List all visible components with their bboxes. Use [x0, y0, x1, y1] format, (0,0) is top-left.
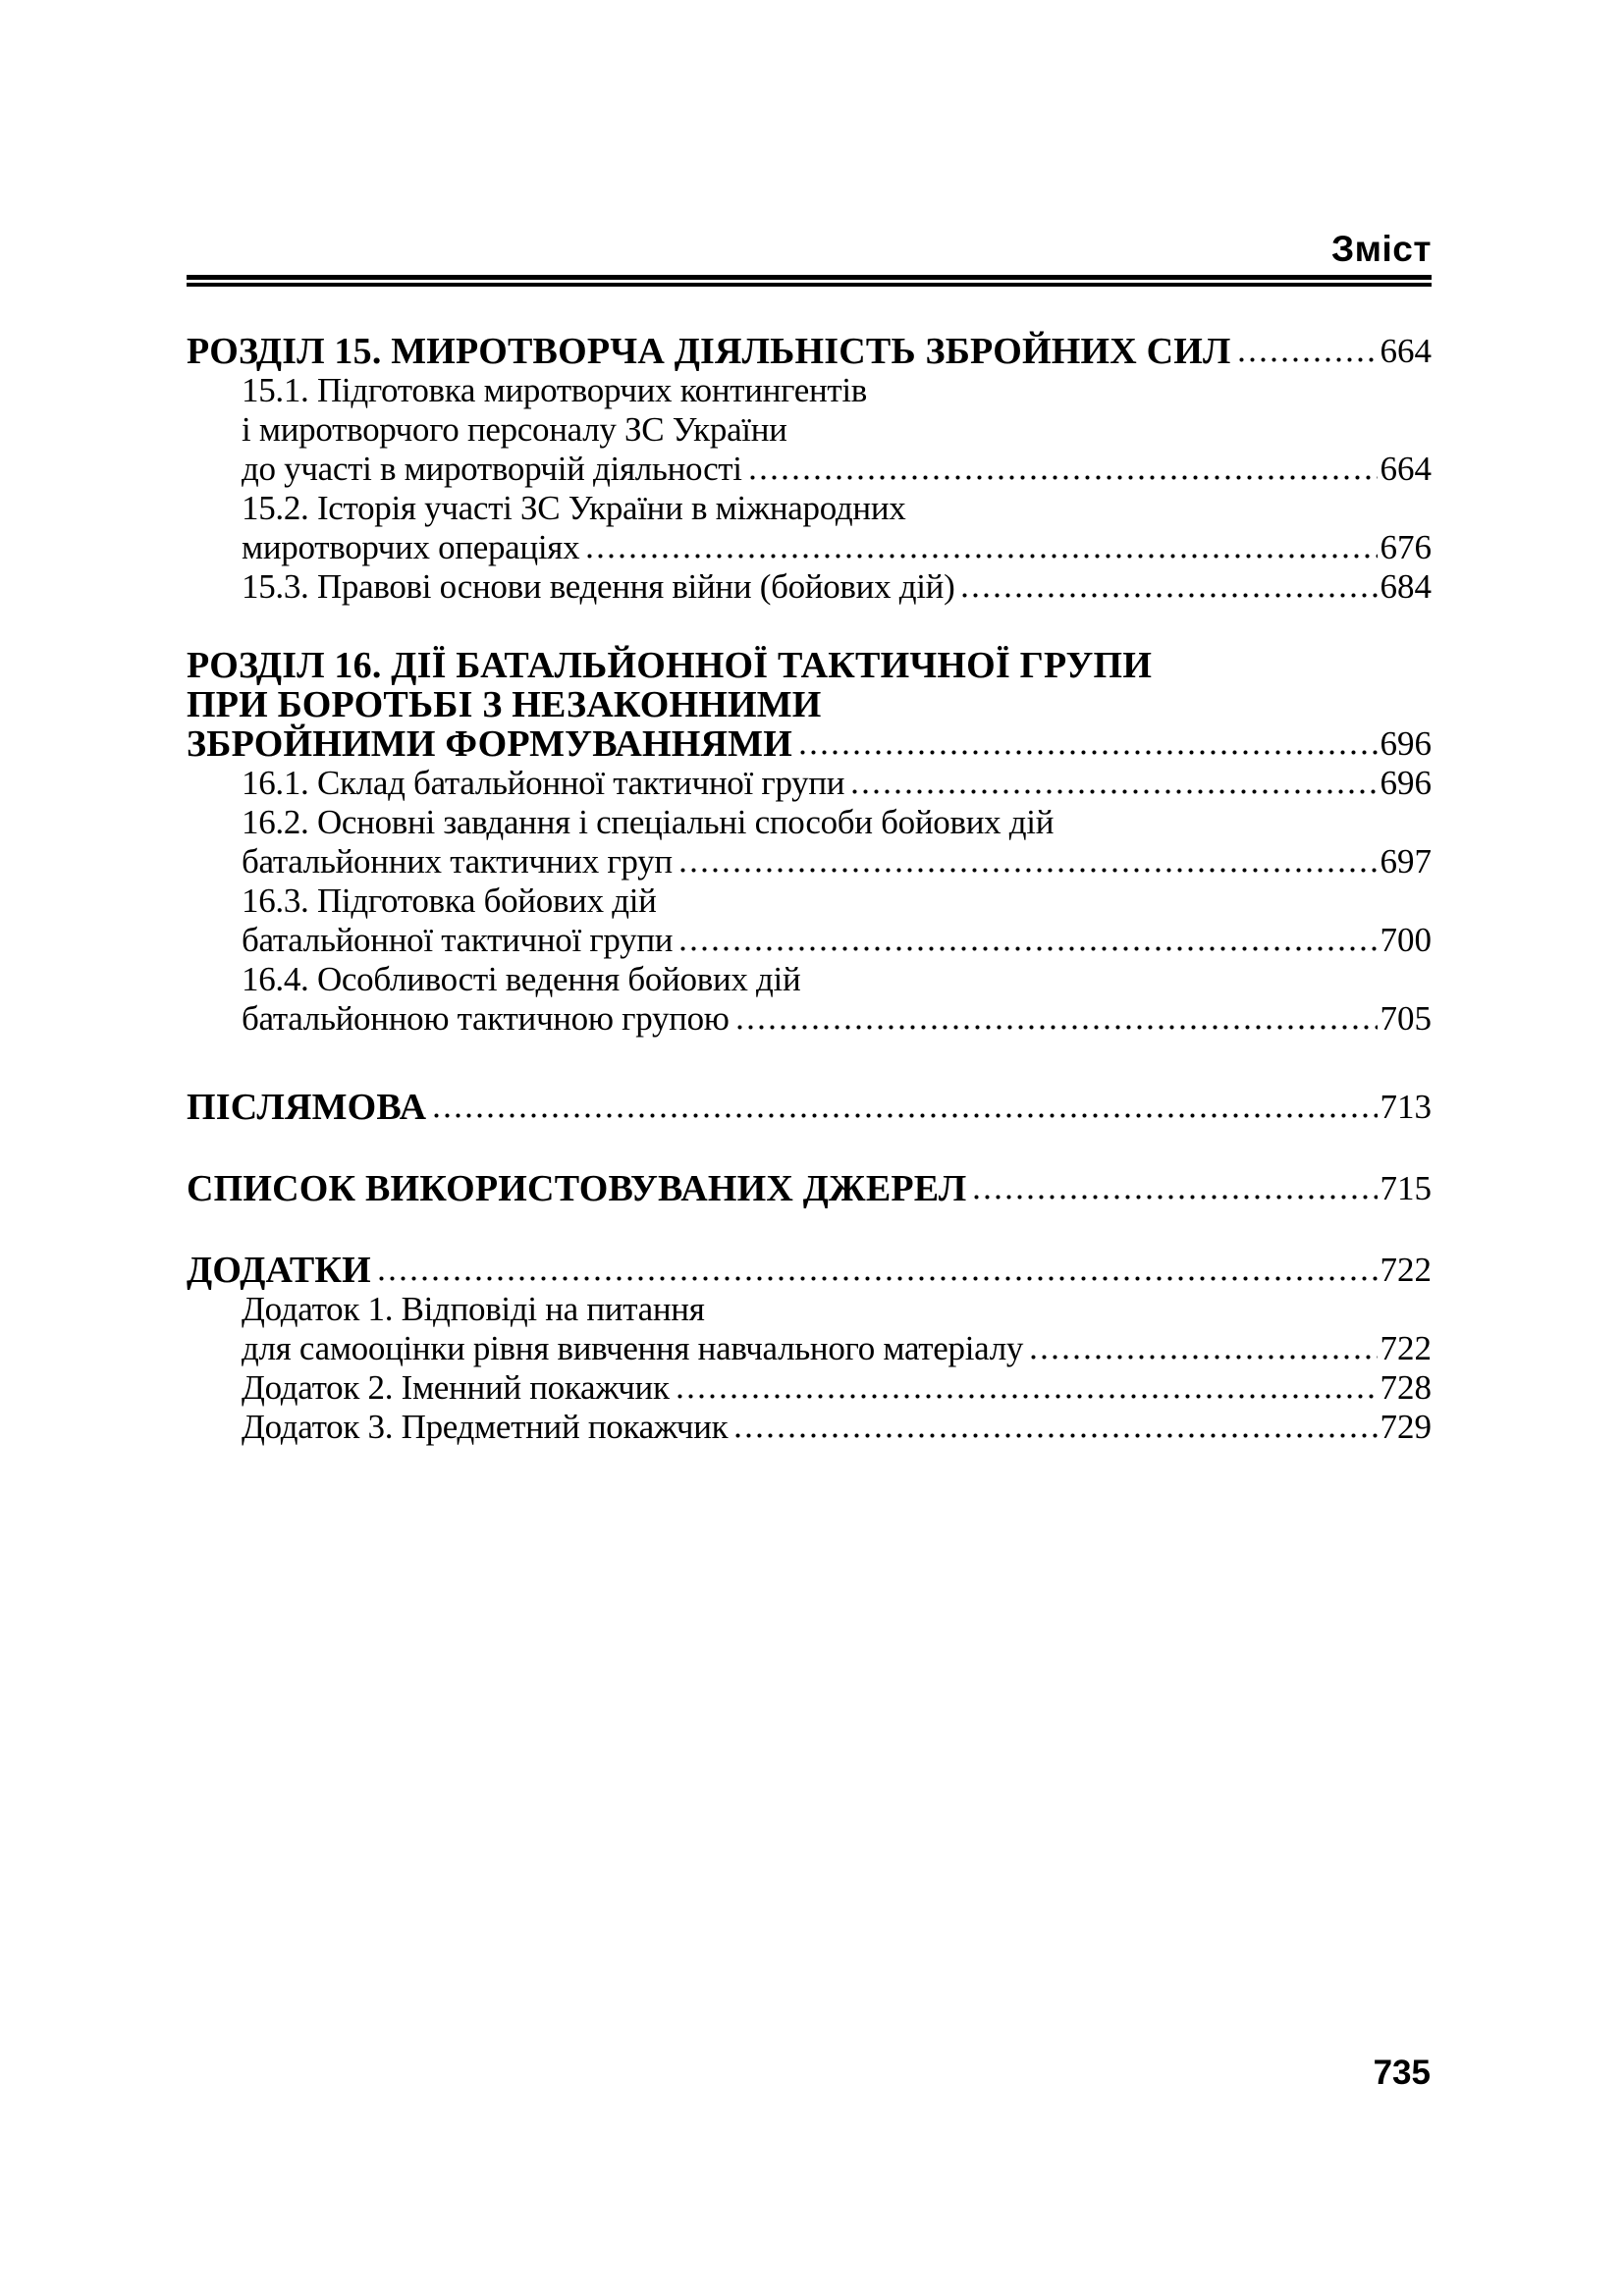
toc-entry-text: батальйонних тактичних груп	[242, 842, 673, 881]
toc-entry-text: ПІСЛЯМОВА	[187, 1087, 427, 1128]
page-header-title: Зміст	[1330, 229, 1432, 269]
toc-row	[187, 803, 1432, 842]
toc-row	[187, 646, 1432, 685]
toc-entry-text: і миротворчого персоналу ЗС України	[242, 410, 787, 449]
toc-row	[187, 842, 1432, 881]
toc-entry-page: 696	[1380, 764, 1432, 802]
toc-entry-page: 713	[1380, 1088, 1432, 1126]
toc-entry-page: 722	[1380, 1329, 1432, 1367]
dot-leader	[728, 1408, 1380, 1447]
toc-entry-text: 15.1. Підготовка миротворчих контингентів	[242, 371, 868, 409]
toc-entry-text: 15.2. Історія участі ЗС України в міжнародних	[242, 489, 906, 527]
dot-leader	[730, 999, 1380, 1039]
toc-block-pislyamova	[187, 1088, 1432, 1127]
toc-entry-text: 15.3. Правові основи ведення війни (бойових дій)	[242, 567, 955, 606]
folio-page-number: 735	[1373, 2054, 1431, 2092]
toc-block-spysok-dzherel	[187, 1169, 1432, 1208]
content-area	[187, 230, 1432, 1447]
dot-leader	[579, 528, 1380, 567]
toc-block-dodatky	[187, 1251, 1432, 1447]
dot-leader	[954, 567, 1380, 607]
dot-leader	[792, 724, 1380, 764]
toc-entry-text: до участі в миротворчій діяльності	[242, 450, 742, 488]
toc-row	[187, 528, 1432, 567]
toc-entry-text: Додаток 1. Відповіді на питання	[242, 1290, 705, 1328]
toc-row	[187, 1251, 1432, 1290]
toc-entry-page: 697	[1380, 842, 1432, 881]
dot-leader	[673, 842, 1380, 881]
dot-leader	[742, 450, 1380, 489]
toc-row	[187, 567, 1432, 607]
table-of-contents	[187, 332, 1432, 1447]
toc-entry-text: 16.4. Особливості ведення бойових дій	[242, 960, 801, 998]
toc-row	[187, 371, 1432, 410]
toc-entry-page: 664	[1380, 450, 1432, 488]
toc-entry-text: СПИСОК ВИКОРИСТОВУВАНИХ ДЖЕРЕЛ	[187, 1168, 967, 1209]
toc-entry-text: 16.3. Підготовка бойових дій	[242, 881, 657, 920]
toc-entry-page: 728	[1380, 1368, 1432, 1407]
toc-entry-text: ЗБРОЙНИМИ ФОРМУВАННЯМИ	[187, 723, 793, 765]
header-double-rule	[187, 275, 1432, 287]
toc-entry-page: 729	[1380, 1408, 1432, 1446]
toc-row	[187, 410, 1432, 450]
toc-entry-text: Додаток 3. Предметний покажчик	[242, 1408, 729, 1446]
toc-block-rozdil-16	[187, 646, 1432, 1039]
toc-entry-page: 705	[1380, 999, 1432, 1038]
toc-entry-text: ПРИ БОРОТЬБІ З НЕЗАКОННИМИ	[187, 684, 822, 725]
toc-entry-text: РОЗДІЛ 16. ДІЇ БАТАЛЬЙОННОЇ ТАКТИЧНОЇ ГРУПИ	[187, 645, 1153, 686]
toc-row	[187, 1290, 1432, 1329]
dot-leader	[844, 764, 1380, 803]
dot-leader	[673, 921, 1380, 960]
toc-entry-page: 664	[1380, 332, 1432, 370]
toc-row	[187, 1368, 1432, 1408]
dot-leader	[966, 1169, 1380, 1208]
toc-row	[187, 1329, 1432, 1368]
toc-row	[187, 1408, 1432, 1447]
toc-entry-page: 700	[1380, 921, 1432, 959]
toc-entry-text: батальйонною тактичною групою	[242, 999, 730, 1038]
toc-row	[187, 489, 1432, 528]
toc-row	[187, 724, 1432, 764]
toc-entry-text: РОЗДІЛ 15. МИРОТВОРЧА ДІЯЛЬНІСТЬ ЗБРОЙНИХ СИЛ	[187, 331, 1231, 372]
toc-entry-text: для самооцінки рівня вивчення навчального матеріалу	[242, 1329, 1024, 1367]
dot-leader	[670, 1368, 1380, 1408]
toc-entry-page: 722	[1380, 1251, 1432, 1289]
dot-leader	[1231, 332, 1380, 371]
toc-entry-text: Додаток 2. Іменний покажчик	[242, 1368, 670, 1407]
toc-row	[187, 999, 1432, 1039]
dot-leader	[426, 1088, 1380, 1127]
toc-entry-page: 684	[1380, 567, 1432, 606]
dot-leader	[371, 1251, 1380, 1290]
dot-leader	[1023, 1329, 1380, 1368]
toc-entry-text: ДОДАТКИ	[187, 1250, 371, 1291]
toc-row	[187, 1088, 1432, 1127]
toc-entry-text: миротворчих операціях	[242, 528, 580, 566]
toc-row	[187, 450, 1432, 489]
toc-entry-text: батальйонної тактичної групи	[242, 921, 674, 959]
toc-row	[187, 921, 1432, 960]
toc-block-rozdil-15	[187, 332, 1432, 607]
toc-row	[187, 1169, 1432, 1208]
toc-row	[187, 685, 1432, 724]
toc-entry-page: 715	[1380, 1169, 1432, 1207]
toc-row	[187, 764, 1432, 803]
toc-entry-page: 696	[1380, 724, 1432, 763]
toc-entry-text: 16.2. Основні завдання і спеціальні способи бойових дій	[242, 803, 1055, 841]
toc-row	[187, 960, 1432, 999]
toc-entry-page: 676	[1380, 528, 1432, 566]
toc-row	[187, 332, 1432, 371]
toc-row	[187, 881, 1432, 921]
toc-entry-text: 16.1. Склад батальйонної тактичної групи	[242, 764, 845, 802]
